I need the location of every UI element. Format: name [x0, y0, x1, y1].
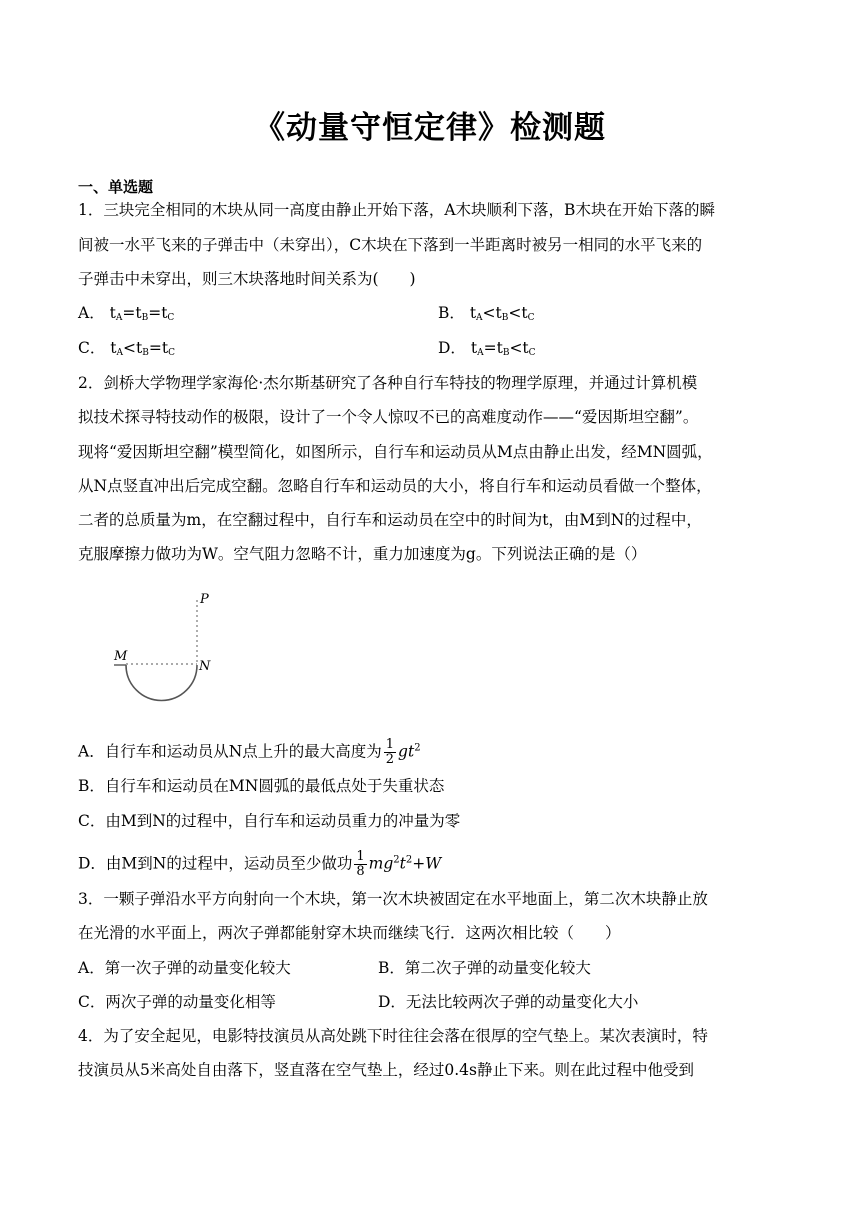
q2-line-5: 二者的总质量为m，在空翻过程中，自行车和运动员在空中的时间为t，由M到N的过程中，	[78, 511, 702, 529]
q2-line-2: 拟技术探寻特技动作的极限，设计了一个令人惊叹不已的高难度动作——“爱因斯坦空翻”。	[78, 408, 699, 426]
q2-option-a: A．自行车和运动员从N点上升的最大高度为 $\frac{1}{2}$ $gt^2$	[78, 737, 421, 767]
label-m: M	[114, 649, 128, 664]
q3-line-1: 3．一颗子弹沿水平方向射向一个木块，第一次木块被固定在水平地面上，第二次木块静止放	[78, 890, 708, 908]
q1-option-a: A． $t_A=t_B=t_C$	[78, 304, 175, 323]
label-p: P	[200, 592, 209, 607]
q2-line-1: 2．剑桥大学物理学家海伦·杰尔斯基研究了各种自行车特技的物理学原理，并通过计算机模	[78, 374, 698, 392]
q2-line-4: 从N点竖直冲出后完成空翻。忽略自行车和运动员的大小，将自行车和运动员看做一个整体，	[78, 477, 712, 495]
q3-option-b: B．第二次子弹的动量变化较大	[378, 959, 591, 977]
q3-option-d: D．无法比较两次子弹的动量变化大小	[378, 993, 639, 1011]
q1-line-2: 间被一水平飞来的子弹击中（未穿出），C木块在下落到一半距离时被另一相同的水平飞来的	[78, 236, 703, 254]
q2-option-b: B．自行车和运动员在MN圆弧的最低点处于失重状态	[78, 777, 445, 795]
q2-line-6: 克服摩擦力做功为W。空气阻力忽略不计，重力加速度为g。下列说法正确的是（）	[78, 545, 647, 563]
label-n: N	[199, 659, 211, 674]
arc-mn	[126, 665, 197, 701]
q4-line-1: 4．为了安全起见，电影特技演员从高处跳下时往往会落在很厚的空气垫上。某次表演时，特	[78, 1027, 708, 1045]
q3-option-c: C．两次子弹的动量变化相等	[78, 993, 276, 1011]
q1-option-d: D． $t_A=t_B<t_C$	[438, 339, 536, 358]
section-heading: 一、单选题	[78, 178, 154, 196]
q2-option-c: C．由M到N的过程中，自行车和运动员重力的冲量为零	[78, 812, 461, 830]
q4-line-2: 技演员从5米高处自由落下，竖直落在空气垫上，经过0.4s静止下来。则在此过程中他受到	[78, 1061, 694, 1079]
loop-track-figure	[96, 586, 236, 706]
q1-line-3: 子弹击中未穿出，则三木块落地时间关系为( )	[78, 270, 416, 288]
q1-option-b: B． $t_A<t_B<t_C$	[438, 304, 535, 323]
q1-option-c: C． $t_A<t_B=t_C$	[78, 339, 175, 358]
q1-line-1: 1．三块完全相同的木块从同一高度由静止开始下落，A木块顺利下落，B木块在开始下落的瞬	[78, 201, 715, 219]
q2-line-3: 现将“爱因斯坦空翻”模型简化，如图所示，自行车和运动员从M点由静止出发，经MN圆弧，	[78, 443, 713, 461]
page-title: 《动量守恒定律》检测题	[254, 110, 606, 146]
q2-option-d: D．由M到N的过程中，运动员至少做功 $\frac{1}{8}$ $mg^2t^2+W$	[78, 849, 442, 879]
q3-option-a: A．第一次子弹的动量变化较大	[78, 959, 291, 977]
q3-line-2: 在光滑的水平面上，两次子弹都能射穿木块而继续飞行．这两次相比较（ ）	[78, 924, 621, 942]
